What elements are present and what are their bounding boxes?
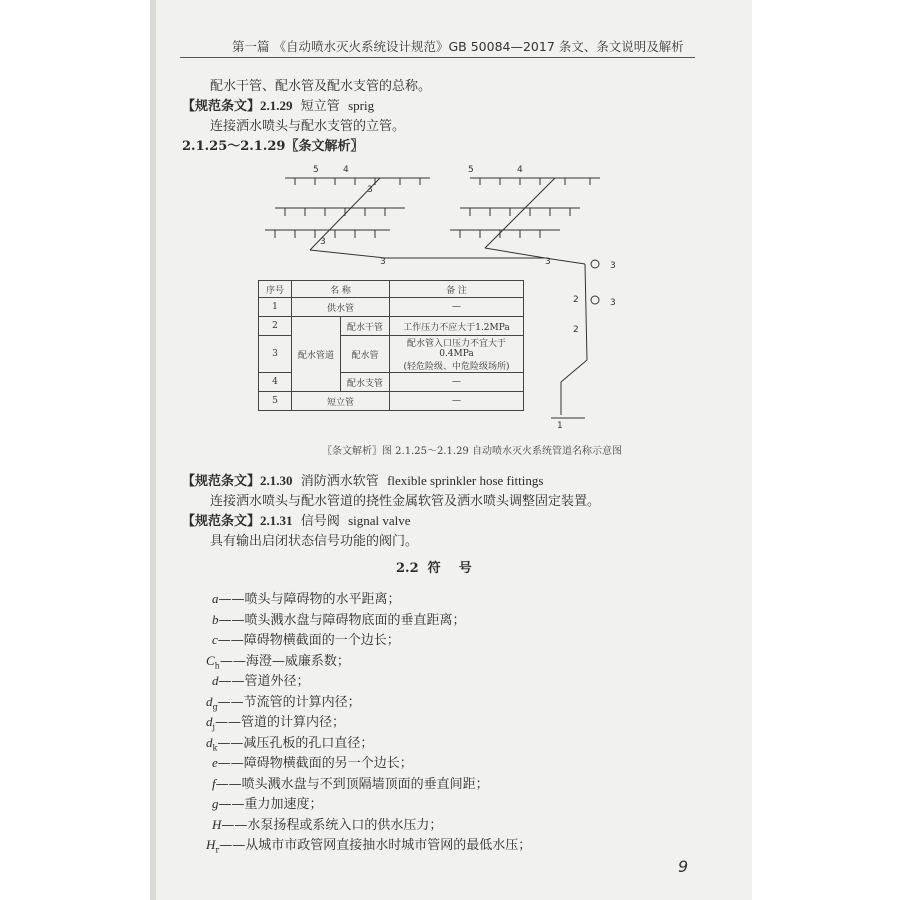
callout-label: 3 xyxy=(320,237,326,247)
symbol-row xyxy=(206,834,531,855)
callout-label: 5 xyxy=(313,165,319,175)
symbol-definition: ——喷头溅水盘与不到顶隔墙顶面的垂直间距； xyxy=(215,776,489,792)
symbol-letter: C xyxy=(206,652,215,668)
symbol-letter: c xyxy=(212,632,218,647)
page-number: 9 xyxy=(678,857,689,876)
symbol-definition: ——节流管的计算内径； xyxy=(217,694,361,710)
clause-tag: 【规范条文】 xyxy=(182,474,261,489)
symbol-letter: d xyxy=(206,714,213,729)
page-gutter-shadow xyxy=(150,0,156,900)
table-cell: 1 xyxy=(259,298,292,317)
symbol-letter: b xyxy=(212,611,219,627)
table-header-row xyxy=(259,281,524,298)
symbol-definition: ——喷头溅水盘与障碍物底面的垂直距离； xyxy=(218,612,466,628)
symbol-row xyxy=(212,629,400,648)
analysis-title: 2.1.25～2.1.29〖条文解析〗 xyxy=(182,139,364,154)
table-cell: 2 xyxy=(259,317,292,336)
symbol-letter: d xyxy=(206,693,213,709)
table-cell: — xyxy=(390,392,524,411)
table-cell: 工作压力不应大于1.2MPa xyxy=(390,317,524,336)
valve-symbol xyxy=(591,260,599,268)
clause-2-1-29-body: 连接洒水喷头与配水支管的立管。 xyxy=(210,119,406,134)
callout-label: 2 xyxy=(573,325,579,335)
symbol-definition: ——障碍物横截面的一个边长； xyxy=(217,633,400,648)
clause-2-1-31 xyxy=(182,510,411,529)
riser-line xyxy=(585,264,587,360)
table-cell: 4 xyxy=(259,373,292,392)
pipe-name-table xyxy=(258,280,524,411)
callout-label: 3 xyxy=(610,261,616,271)
symbol-row xyxy=(212,670,310,689)
symbol-subscript: g xyxy=(212,702,218,712)
symbol-definition: ——减压孔板的孔口直径； xyxy=(217,735,374,751)
continued-definition: 配水干管、配水管及配水支管的总称。 xyxy=(210,79,432,94)
running-header: 第一篇 《自动喷水灭火系统设计规范》GB 50084—2017 条文、条文说明及解析 xyxy=(232,39,684,54)
symbol-letter: g xyxy=(212,796,219,811)
symbol-definition: ——喷头与障碍物的水平距离； xyxy=(218,592,401,607)
figure-caption: 〖条文解析〗图 2.1.25～2.1.29 自动喷水灭火系统管道名称示意图 xyxy=(322,446,622,457)
table-header-cell: 名 称 xyxy=(292,281,390,298)
symbol-letter: f xyxy=(212,775,216,791)
symbol-letter: H xyxy=(212,816,222,832)
callout-label: 3 xyxy=(610,298,616,308)
clause-term-en: sprig xyxy=(348,98,375,113)
symbol-row xyxy=(206,732,373,753)
symbol-subscript: h xyxy=(214,661,220,671)
symbol-row xyxy=(212,609,466,628)
symbol-row xyxy=(206,650,350,671)
clause-number: 2.1.29 xyxy=(260,98,293,113)
section-title: 2.2 符 号 xyxy=(396,561,472,576)
header-rule xyxy=(180,57,695,58)
symbol-row xyxy=(212,814,442,833)
clause-term-en: signal valve xyxy=(348,513,411,528)
table-cell: 短立管 xyxy=(292,392,390,411)
symbol-subscript: k xyxy=(212,743,218,753)
table-cell: 5 xyxy=(259,392,292,411)
symbol-letter: a xyxy=(212,591,219,606)
table-row xyxy=(259,317,524,336)
table-row xyxy=(259,392,524,411)
table-row xyxy=(259,298,524,317)
table-cell: — xyxy=(390,373,524,392)
callout-label: 4 xyxy=(517,165,523,175)
clause-tag: 【规范条文】 xyxy=(182,99,261,114)
symbol-definition: ——从城市市政管网直接抽水时城市管网的最低水压； xyxy=(219,838,532,853)
valve-symbol xyxy=(591,296,599,304)
clause-number: 2.1.31 xyxy=(260,513,293,528)
table-cell: — xyxy=(390,298,524,317)
symbol-row xyxy=(212,752,413,771)
table-header-cell: 备 注 xyxy=(390,281,524,298)
symbol-row xyxy=(212,773,489,792)
callout-label: 5 xyxy=(468,165,474,175)
clause-term-cn: 消防洒水软管 xyxy=(300,474,379,489)
main-pipe-line xyxy=(310,250,385,258)
symbol-definition: ——管道的计算内径； xyxy=(214,715,345,730)
callout-label: 3 xyxy=(380,257,386,267)
main-pipe-line xyxy=(485,248,545,258)
clause-tag: 【规范条文】 xyxy=(182,514,261,529)
main-pipe-line xyxy=(545,258,585,264)
symbol-definition: ——管道外径； xyxy=(218,674,310,689)
symbol-subscript: j xyxy=(212,722,215,732)
clause-term-cn: 信号阀 xyxy=(300,514,340,529)
table-cell: 供水管 xyxy=(292,298,390,317)
callout-label: 3 xyxy=(367,185,373,195)
clause-number: 2.1.30 xyxy=(260,473,293,488)
table-cell: 配水干管 xyxy=(341,317,390,336)
symbol-letter: d xyxy=(212,673,219,688)
symbol-row xyxy=(206,691,361,712)
symbol-row xyxy=(212,588,401,607)
clause-term-en: flexible sprinkler hose fittings xyxy=(387,473,544,488)
callout-label: 3 xyxy=(545,257,551,267)
symbol-subscript: r xyxy=(215,845,220,855)
table-cell: 配水支管 xyxy=(341,373,390,392)
symbol-letter: e xyxy=(212,755,218,770)
clause-2-1-30 xyxy=(182,470,543,489)
table-header-cell: 序号 xyxy=(259,281,292,298)
table-note-line: 配水管入口压力不宜大于0.4MPa xyxy=(406,339,506,359)
callout-label: 2 xyxy=(573,295,579,305)
callout-label: 1 xyxy=(557,421,563,431)
table-cell: 配水管 xyxy=(341,336,390,373)
symbol-definition: ——海澄—威廉系数； xyxy=(219,653,350,669)
symbol-row xyxy=(212,793,323,812)
table-note-line: (轻危险级、中危险级场所) xyxy=(403,362,510,372)
symbol-letter: H xyxy=(206,837,216,852)
symbol-definition: ——障碍物横截面的另一个边长； xyxy=(217,756,413,771)
symbol-letter: d xyxy=(206,734,213,750)
symbol-definition: ——水泵扬程或系统入口的供水压力； xyxy=(221,817,443,833)
callout-label: 4 xyxy=(343,165,349,175)
riser-line xyxy=(561,360,587,382)
table-cell: 3 xyxy=(259,336,292,373)
clause-term-cn: 短立管 xyxy=(300,99,340,114)
table-group-cell: 配水管道 xyxy=(292,317,341,392)
clause-2-1-31-body: 具有输出启闭状态信号功能的阀门。 xyxy=(210,534,419,549)
symbol-definition: ——重力加速度； xyxy=(218,797,323,812)
symbol-row xyxy=(206,711,345,732)
table-cell-multiline xyxy=(390,336,524,373)
clause-2-1-29 xyxy=(182,95,374,114)
clause-2-1-30-body: 连接洒水喷头与配水管道的挠性金属软管及洒水喷头调整固定装置。 xyxy=(210,494,601,509)
